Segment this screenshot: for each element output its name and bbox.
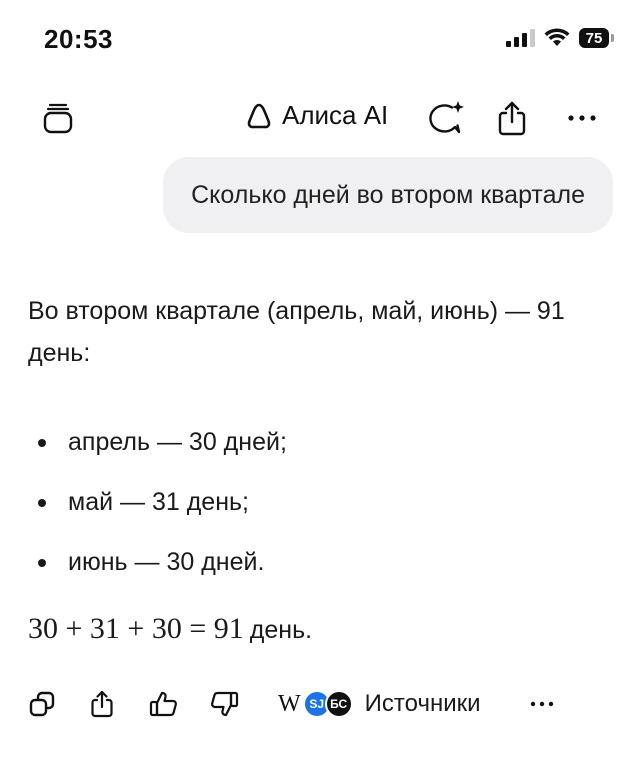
share-button[interactable] [488, 94, 536, 142]
new-chat-icon [426, 99, 466, 137]
bullet-dot [38, 439, 46, 447]
user-message-bubble: Сколько дней во втором квартале [163, 157, 613, 233]
signal-icon [506, 29, 535, 47]
battery-icon [579, 28, 614, 48]
list-item-text: май — 31 день; [68, 487, 249, 516]
share-answer-button[interactable] [80, 680, 124, 728]
list-item-text: июнь — 30 дней. [68, 547, 265, 576]
more-icon [566, 113, 598, 123]
list-item-text: апрель — 30 дней; [68, 427, 287, 456]
sources-button[interactable] [278, 684, 481, 724]
source-badge-w: W [278, 690, 301, 717]
thumbs-down-icon [209, 690, 239, 718]
formula-math: 30 + 31 + 30 = 91 [28, 612, 244, 645]
dislike-button[interactable] [202, 680, 246, 728]
answer-list [28, 412, 613, 592]
copy-icon [28, 690, 56, 718]
history-stack-icon [41, 101, 75, 135]
status-bar [0, 0, 640, 80]
more-icon [529, 700, 555, 708]
list-item [28, 472, 613, 532]
status-icons [506, 28, 614, 48]
message-actions [0, 680, 640, 728]
share-icon [496, 100, 528, 136]
assistant-title[interactable] [244, 100, 388, 131]
thumbs-up-icon [149, 690, 179, 718]
alice-logo-icon [244, 101, 274, 131]
list-item [28, 412, 613, 472]
source-badge-bs: БС [325, 690, 353, 718]
more-actions-button[interactable] [520, 680, 564, 728]
status-time: 20:53 [44, 24, 113, 54]
share-icon [90, 690, 114, 718]
new-chat-button[interactable] [422, 94, 470, 142]
bullet-dot [38, 559, 46, 567]
title-text: Алиса AI [282, 100, 389, 130]
bullet-dot [38, 499, 46, 507]
history-button[interactable] [34, 94, 82, 142]
source-badge-sj: SJ [303, 690, 331, 718]
wifi-icon [544, 28, 570, 48]
answer-intro: Во втором квартале (апрель, май, июнь) — 91 день: [28, 297, 565, 367]
copy-button[interactable] [20, 680, 64, 728]
list-item [28, 532, 613, 592]
like-button[interactable] [142, 680, 186, 728]
formula-suffix: день. [249, 616, 313, 644]
chat-header [0, 90, 640, 146]
battery-level: 75 [579, 28, 609, 48]
more-button[interactable] [558, 94, 606, 142]
answer-formula [28, 612, 312, 646]
sources-label: Источники [364, 690, 481, 717]
